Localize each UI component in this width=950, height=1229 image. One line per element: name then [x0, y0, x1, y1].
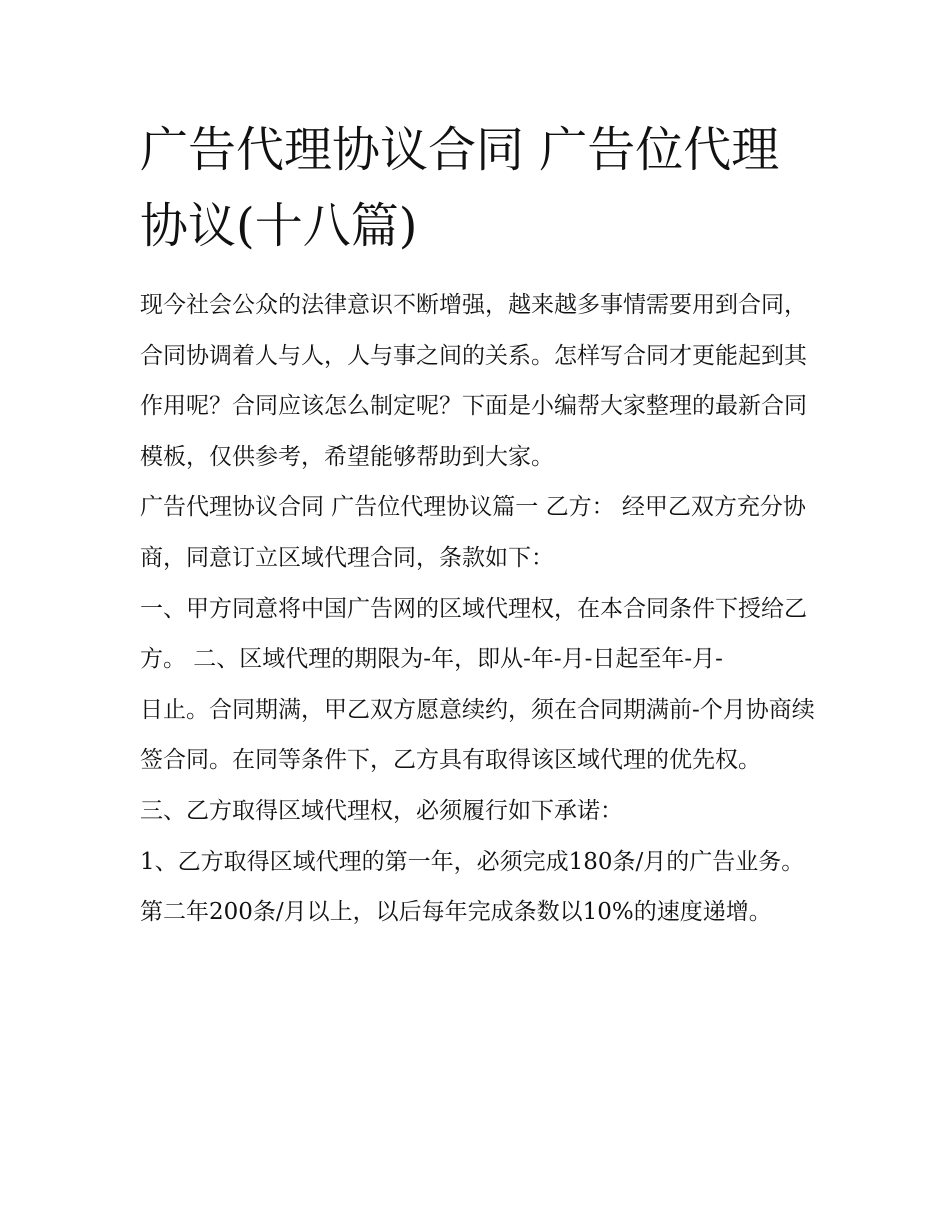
document-body: [140, 112, 815, 938]
paragraph-clause-one-two: 一、甲方同意将中国广告网的区域代理权，在本合同条件下授给乙方。 二、区域代理的期限为-年，即从-年-月-日起至年-月-: [140, 595, 807, 673]
paragraph-clause-three: 三、乙方取得区域代理权，必须履行如下承诺：: [140, 797, 623, 824]
paragraph-intro: 现今社会公众的法律意识不断增强，越来越多事情需要用到合同，合同协调着人与人，人与事之间的关系。怎样写合同才更能起到其作用呢？合同应该怎么制定呢？下面是小编帮大家整理的最新合同模板，仅供参考，希望能够帮助到大家。: [140, 292, 807, 470]
document-title: 广告代理协议合同 广告位代理协议(十八篇): [140, 122, 780, 254]
paragraph-clause-three-item-one: 1、乙方取得区域代理的第一年，必须完成180条/月的广告业务。第二年200条/月以上，以后每年完成条数以10%的速度递增。: [140, 848, 805, 926]
paragraph-section-one-heading: 广告代理协议合同 广告位代理协议篇一 乙方： 经甲乙双方充分协商，同意订立区域代理合同，条款如下：: [140, 494, 806, 571]
paragraph-term-end: 日止。合同期满，甲乙双方愿意续约，须在合同期满前-个月协商续签合同。在同等条件下，乙方具有取得该区域代理的优先权。: [140, 696, 815, 774]
